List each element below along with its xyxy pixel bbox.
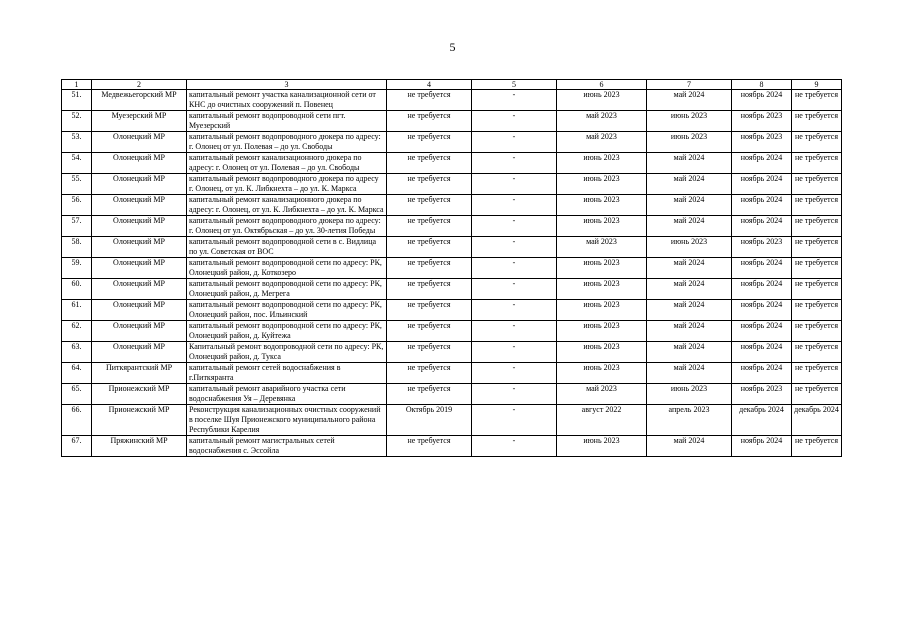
row-number: 64. [62,363,92,384]
row-number: 59. [62,258,92,279]
col-7-value: май 2024 [647,363,732,384]
column-header: 2 [92,80,187,90]
col-9-value: не требуется [792,384,842,405]
col-7-value: май 2024 [647,258,732,279]
col-8-value: ноябрь 2024 [732,321,792,342]
work-description: капитальный ремонт водопроводной сети по адресу: РК, Олонецкий район, д. Куйтежа [187,321,387,342]
col-5-value: - [472,279,557,300]
table-row [62,132,842,153]
column-header: 3 [187,80,387,90]
col-9-value: не требуется [792,237,842,258]
col-8-value: ноябрь 2024 [732,174,792,195]
col-5-value: - [472,405,557,436]
col-9-value: декабрь 2024 [792,405,842,436]
col-8-value: ноябрь 2023 [732,384,792,405]
col-7-value: май 2024 [647,300,732,321]
table-row [62,405,842,436]
table-row [62,279,842,300]
col-7-value: июнь 2023 [647,111,732,132]
row-number: 58. [62,237,92,258]
col-9-value: не требуется [792,195,842,216]
col-4-value: не требуется [387,300,472,321]
table-row [62,153,842,174]
municipal-district: Олонецкий МР [92,216,187,237]
col-7-value: июнь 2023 [647,132,732,153]
work-description: капитальный ремонт водопроводного дюкера по адресу: г. Олонец от ул. Полевая – до ул. Свободы [187,132,387,153]
work-description: капитальный ремонт водопроводной сети по адресу: РК, Олонецкий район, пос. Ильинский [187,300,387,321]
col-6-value: май 2023 [557,132,647,153]
col-4-value: не требуется [387,216,472,237]
municipal-district: Олонецкий МР [92,342,187,363]
col-8-value: ноябрь 2024 [732,342,792,363]
col-5-value: - [472,90,557,111]
col-5-value: - [472,132,557,153]
col-7-value: май 2024 [647,153,732,174]
col-4-value: Октябрь 2019 [387,405,472,436]
col-8-value: ноябрь 2024 [732,216,792,237]
row-number: 51. [62,90,92,111]
col-6-value: июнь 2023 [557,279,647,300]
column-header: 9 [792,80,842,90]
col-4-value: не требуется [387,90,472,111]
municipal-district: Олонецкий МР [92,153,187,174]
municipal-district: Олонецкий МР [92,195,187,216]
page-number: 5 [449,40,456,54]
municipal-district: Медвежьегорский МР [92,90,187,111]
column-header: 5 [472,80,557,90]
col-4-value: не требуется [387,195,472,216]
col-6-value: май 2023 [557,237,647,258]
col-8-value: ноябрь 2024 [732,436,792,457]
municipal-district: Прионежский МР [92,405,187,436]
table-row [62,237,842,258]
col-4-value: не требуется [387,132,472,153]
table-row [62,363,842,384]
row-number: 54. [62,153,92,174]
row-number: 62. [62,321,92,342]
municipal-district: Олонецкий МР [92,132,187,153]
col-4-value: не требуется [387,153,472,174]
col-7-value: май 2024 [647,174,732,195]
col-6-value: июнь 2023 [557,321,647,342]
column-header: 1 [62,80,92,90]
col-5-value: - [472,258,557,279]
row-number: 57. [62,216,92,237]
col-8-value: ноябрь 2024 [732,195,792,216]
col-8-value: ноябрь 2023 [732,111,792,132]
row-number: 63. [62,342,92,363]
schedule-table [61,79,842,457]
work-description: капитальный ремонт водопроводного дюкера по адресу: г. Олонец от ул. Октябрьская – до ул. 30-летия Победы [187,216,387,237]
work-description: капитальный ремонт сетей водоснабжения в г.Питкяранта [187,363,387,384]
col-9-value: не требуется [792,216,842,237]
municipal-district: Олонецкий МР [92,300,187,321]
table-row [62,258,842,279]
col-9-value: не требуется [792,258,842,279]
col-5-value: - [472,153,557,174]
col-4-value: не требуется [387,384,472,405]
col-5-value: - [472,174,557,195]
work-description: капитальный ремонт магистральных сетей водоснабжения с. Эссойла [187,436,387,457]
municipal-district: Олонецкий МР [92,258,187,279]
column-header: 8 [732,80,792,90]
col-5-value: - [472,111,557,132]
col-6-value: июнь 2023 [557,90,647,111]
row-number: 56. [62,195,92,216]
col-9-value: не требуется [792,300,842,321]
municipal-district: Прионежский МР [92,384,187,405]
col-4-value: не требуется [387,111,472,132]
table-row [62,90,842,111]
municipal-district: Пряжинский МР [92,436,187,457]
col-6-value: август 2022 [557,405,647,436]
work-description: Капитальный ремонт водопроводной сети по адресу: РК, Олонецкий район, д. Тукса [187,342,387,363]
col-9-value: не требуется [792,363,842,384]
work-description: капитальный ремонт аварийного участка сети водоснабжения Уя – Деревянка [187,384,387,405]
col-8-value: ноябрь 2024 [732,153,792,174]
col-7-value: апрель 2023 [647,405,732,436]
col-9-value: не требуется [792,132,842,153]
municipal-district: Олонецкий МР [92,321,187,342]
col-8-value: ноябрь 2024 [732,300,792,321]
col-7-value: июнь 2023 [647,237,732,258]
col-7-value: июнь 2023 [647,384,732,405]
col-5-value: - [472,237,557,258]
row-number: 53. [62,132,92,153]
col-8-value: ноябрь 2024 [732,258,792,279]
col-9-value: не требуется [792,342,842,363]
work-description: капитальный ремонт водопроводного дюкера по адресу г. Олонец, от ул. К. Либкнехта – до ул. К. Маркса [187,174,387,195]
col-6-value: май 2023 [557,384,647,405]
row-number: 52. [62,111,92,132]
col-8-value: ноябрь 2023 [732,237,792,258]
col-9-value: не требуется [792,153,842,174]
col-4-value: не требуется [387,342,472,363]
row-number: 61. [62,300,92,321]
row-number: 60. [62,279,92,300]
col-6-value: июнь 2023 [557,342,647,363]
col-5-value: - [472,216,557,237]
work-description: капитальный ремонт водопроводной сети по адресу: РК, Олонецкий район, д. Мегрега [187,279,387,300]
municipal-district: Олонецкий МР [92,237,187,258]
col-7-value: май 2024 [647,195,732,216]
col-7-value: май 2024 [647,321,732,342]
col-5-value: - [472,384,557,405]
column-header: 7 [647,80,732,90]
row-number: 65. [62,384,92,405]
col-9-value: не требуется [792,111,842,132]
col-5-value: - [472,342,557,363]
col-4-value: не требуется [387,321,472,342]
municipal-district: Питкярантский МР [92,363,187,384]
col-8-value: декабрь 2024 [732,405,792,436]
col-9-value: не требуется [792,174,842,195]
col-5-value: - [472,300,557,321]
col-8-value: ноябрь 2024 [732,90,792,111]
table-row [62,342,842,363]
col-5-value: - [472,321,557,342]
col-8-value: ноябрь 2024 [732,363,792,384]
work-description: капитальный ремонт водопроводной сети по адресу: РК, Олонецкий район, д. Коткозеро [187,258,387,279]
column-header: 6 [557,80,647,90]
col-4-value: не требуется [387,279,472,300]
row-number: 55. [62,174,92,195]
work-description: Реконструкция канализационных очистных сооружений в поселке Шуя Прионежского муниципального района Республики Карелия [187,405,387,436]
table-row [62,195,842,216]
col-5-value: - [472,195,557,216]
col-9-value: не требуется [792,321,842,342]
row-number: 66. [62,405,92,436]
col-5-value: - [472,363,557,384]
col-9-value: не требуется [792,436,842,457]
col-6-value: июнь 2023 [557,174,647,195]
header-row [62,80,842,90]
col-7-value: май 2024 [647,342,732,363]
municipal-district: Муезерский МР [92,111,187,132]
table-row [62,321,842,342]
col-9-value: не требуется [792,279,842,300]
row-number: 67. [62,436,92,457]
col-6-value: июнь 2023 [557,216,647,237]
work-description: капитальный ремонт канализационного дюкера по адресу: г. Олонец от ул. Полевая – до ул. Свободы [187,153,387,174]
col-7-value: май 2024 [647,216,732,237]
table-row [62,384,842,405]
col-6-value: май 2023 [557,111,647,132]
table-row [62,436,842,457]
municipal-district: Олонецкий МР [92,279,187,300]
work-description: капитальный ремонт канализационного дюкера по адресу: г. Олонец, от ул. К. Либкнехта – до ул. К. Маркса [187,195,387,216]
col-4-value: не требуется [387,237,472,258]
col-9-value: не требуется [792,90,842,111]
col-7-value: май 2024 [647,279,732,300]
column-header: 4 [387,80,472,90]
work-description: капитальный ремонт водопроводной сети пгт. Муезерский [187,111,387,132]
col-4-value: не требуется [387,174,472,195]
col-8-value: ноябрь 2023 [732,132,792,153]
work-description: капитальный ремонт водопроводной сети в с. Видлица по ул. Советская от ВОС [187,237,387,258]
col-7-value: май 2024 [647,436,732,457]
col-6-value: июнь 2023 [557,363,647,384]
col-4-value: не требуется [387,258,472,279]
table-row [62,216,842,237]
col-4-value: не требуется [387,363,472,384]
table-row [62,111,842,132]
col-7-value: май 2024 [647,90,732,111]
municipal-district: Олонецкий МР [92,174,187,195]
table-row [62,174,842,195]
col-6-value: июнь 2023 [557,195,647,216]
col-6-value: июнь 2023 [557,153,647,174]
table-row [62,300,842,321]
col-6-value: июнь 2023 [557,436,647,457]
col-4-value: не требуется [387,436,472,457]
col-8-value: ноябрь 2024 [732,279,792,300]
col-5-value: - [472,436,557,457]
work-description: капитальный ремонт участка канализационной сети от КНС до очистных сооружений п. Повенец [187,90,387,111]
col-6-value: июнь 2023 [557,300,647,321]
col-6-value: июнь 2023 [557,258,647,279]
